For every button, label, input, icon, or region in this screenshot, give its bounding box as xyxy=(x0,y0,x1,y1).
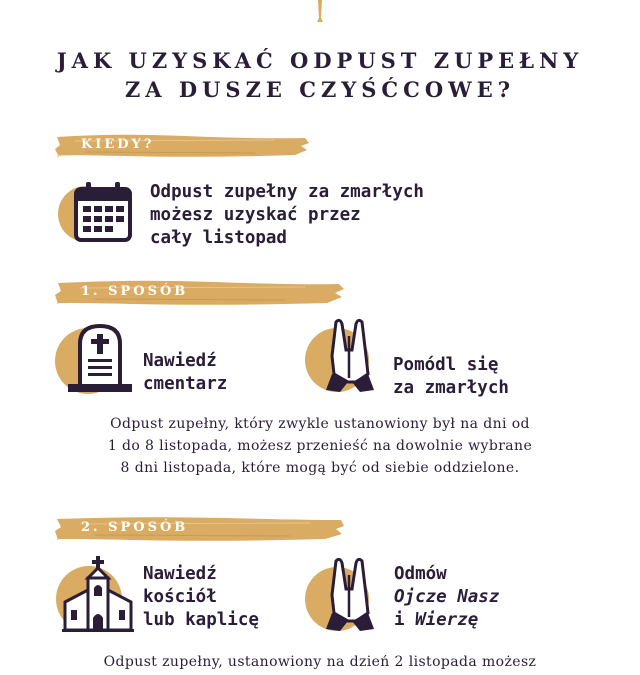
sposob-2-paragraph xyxy=(40,651,600,673)
kiedy-text-line: cały listopad xyxy=(150,228,287,248)
church-icon xyxy=(60,554,136,634)
praying-hands-icon xyxy=(322,555,380,635)
church-text xyxy=(143,563,259,632)
prayer2-text-line: Ojcze Nasz xyxy=(394,587,500,607)
cemetery-text xyxy=(143,350,227,396)
praying-hands-icon xyxy=(322,316,380,396)
section-header-kiedy xyxy=(55,131,310,161)
prayer2-text-line: Odmów xyxy=(394,564,447,584)
prayer2-text-prefix: i xyxy=(394,610,416,630)
calendar-icon xyxy=(73,180,133,244)
sposob-1-paragraph xyxy=(40,413,600,479)
prayer2-text-line xyxy=(394,609,499,632)
page-title-line-1: JAK UZYSKAĆ ODPUST ZUPEŁNY xyxy=(56,48,584,73)
cemetery-text-line: Nawiedź xyxy=(143,351,217,371)
section-label: 1. SPOSÓB xyxy=(81,284,189,299)
prayer-text-line: Pomódl się xyxy=(393,355,499,375)
prayer2-text xyxy=(394,563,499,632)
church-text-line: Nawiedź xyxy=(143,564,217,584)
cemetery-text-line: cmentarz xyxy=(143,374,228,394)
paragraph-line: Odpust zupełny, który zwykle ustanowiony był na dni od xyxy=(110,416,530,432)
kiedy-text-line: możesz uzyskać przez xyxy=(150,205,361,225)
prayer-text xyxy=(393,354,509,400)
church-text-line: kościół xyxy=(143,587,217,607)
section-header-sposob-2 xyxy=(55,514,345,544)
paragraph-line: 8 dni listopada, które mogą być od siebie oddzielone. xyxy=(120,460,520,476)
church-text-line: lub kaplicę xyxy=(143,610,259,630)
kiedy-text xyxy=(150,181,424,250)
top-ornament xyxy=(313,0,327,22)
paragraph-line: Odpust zupełny, ustanowiony na dzień 2 listopada możesz xyxy=(103,654,537,670)
section-label: 2. SPOSÓB xyxy=(81,520,189,535)
page-title-line-2: ZA DUSZE CZYŚĆCOWE? xyxy=(124,77,516,102)
kiedy-text-line: Odpust zupełny za zmarłych xyxy=(150,182,424,202)
prayer2-text-italic: Wierzę xyxy=(415,610,479,630)
prayer-text-line: za zmarłych xyxy=(393,378,509,398)
section-header-sposob-1 xyxy=(55,278,345,308)
paragraph-line: 1 do 8 listopada, możesz przenieść na dowolnie wybrane xyxy=(107,438,533,454)
section-label: KIEDY? xyxy=(81,137,155,152)
tombstone-icon xyxy=(66,322,134,394)
